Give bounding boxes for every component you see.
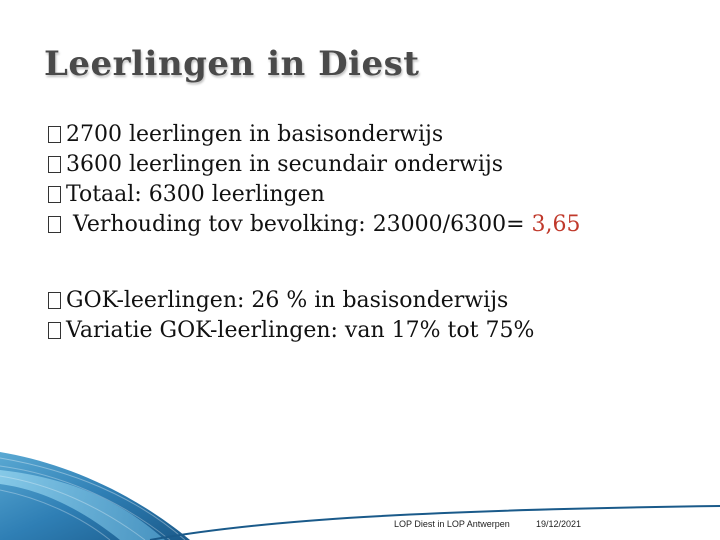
bullet-box-icon	[48, 126, 61, 143]
bullet-text: GOK-leerlingen: 26 % in basisonderwijs	[66, 288, 509, 313]
bullet-text: Totaal: 6300 leerlingen	[66, 182, 325, 207]
bullet-text: Verhouding tov bevolking: 23000/6300=	[66, 212, 532, 237]
ratio-value: 3,65	[531, 212, 581, 237]
footer-date: 19/12/2021	[536, 519, 582, 529]
bullet-item	[48, 286, 688, 316]
bullet-item	[48, 150, 688, 180]
bullet-item	[48, 316, 688, 346]
bullet-box-icon	[48, 322, 61, 339]
bullet-text: 2700 leerlingen in basisonderwijs	[66, 122, 444, 147]
bullet-text: Variatie GOK-leerlingen: van 17% tot 75%	[66, 318, 535, 343]
bullet-list	[48, 120, 688, 346]
bullet-box-icon	[48, 292, 61, 309]
bullet-text: 3600 leerlingen in secundair onderwijs	[66, 152, 504, 177]
slide-title: Leerlingen in Diest	[44, 44, 420, 84]
bullet-box-icon	[48, 216, 61, 233]
bullet-box-icon	[48, 156, 61, 173]
footer-organization: LOP Diest in LOP Antwerpen	[394, 519, 510, 529]
bullet-item	[48, 120, 688, 150]
bullet-item	[48, 180, 688, 210]
bullet-box-icon	[48, 186, 61, 203]
bullet-item	[48, 210, 688, 240]
